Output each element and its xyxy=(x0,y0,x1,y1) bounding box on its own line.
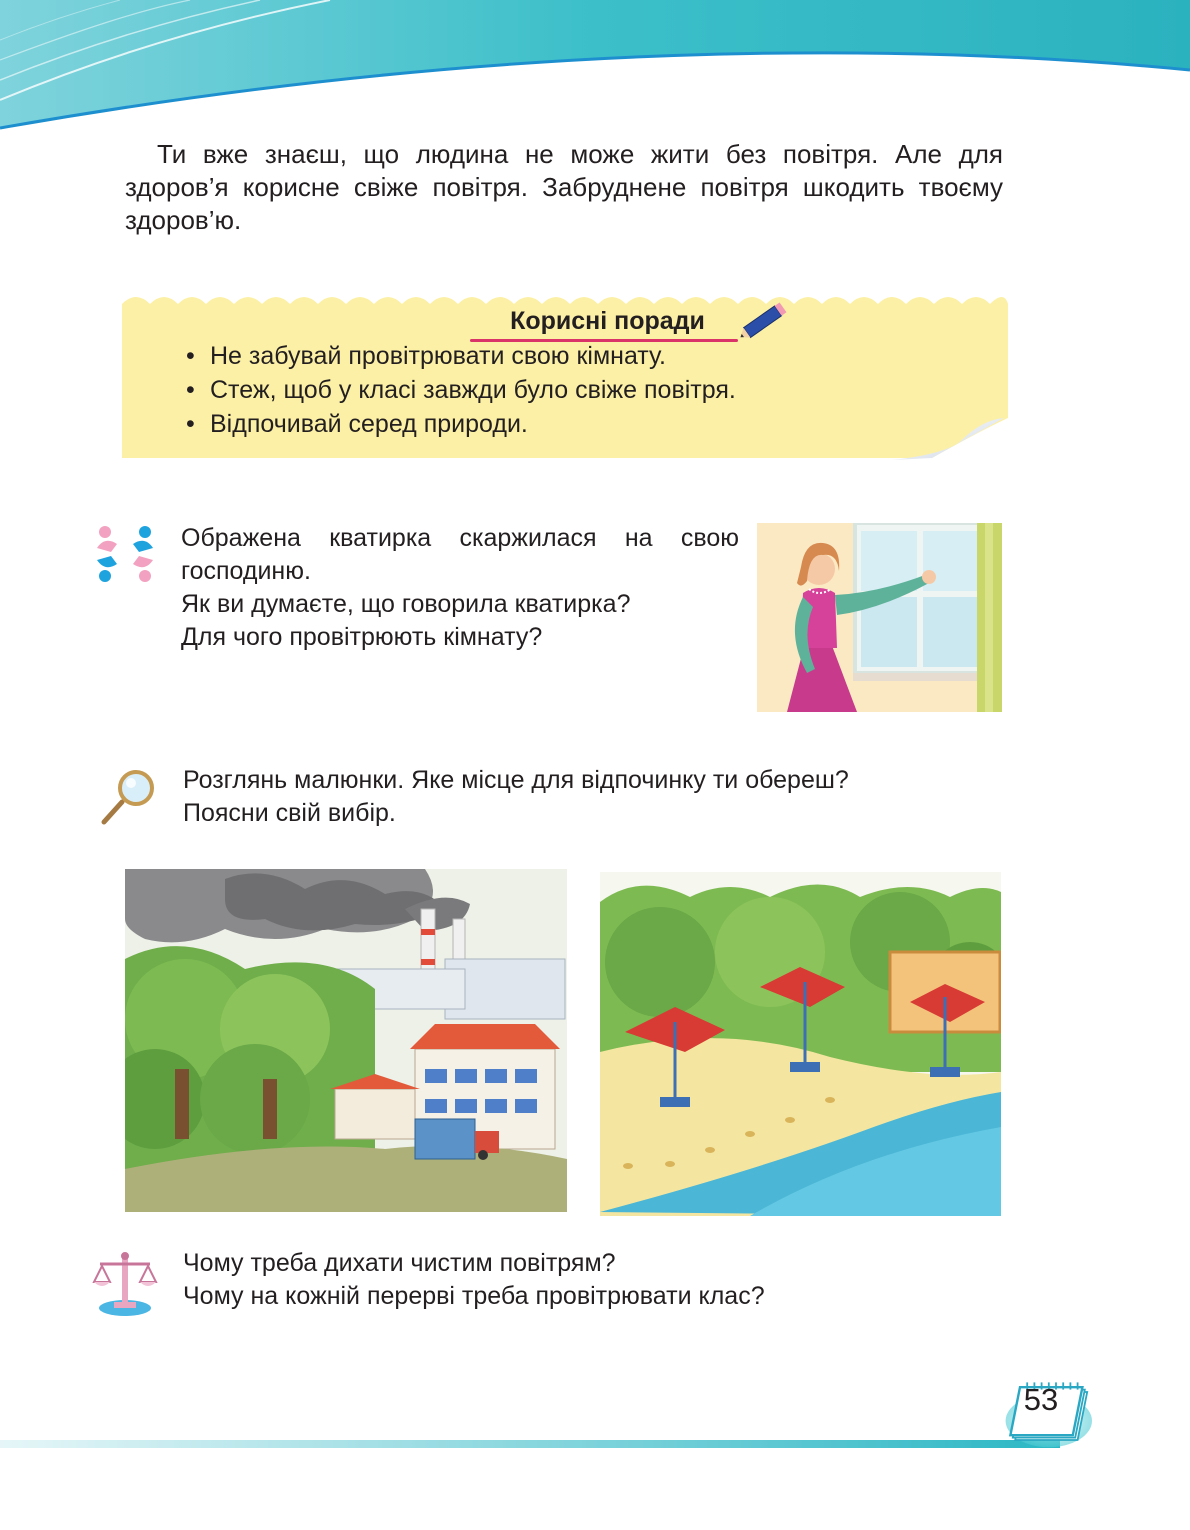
tip-item: • Відпочивай серед природи. xyxy=(186,407,736,441)
observe-task-line: Поясни свій вибір. xyxy=(183,799,396,827)
header-wave-band xyxy=(0,0,1190,135)
group-task-line: Для чого провітрюють кімнату? xyxy=(181,623,543,651)
scales-icon xyxy=(92,1248,158,1318)
observe-task-line: Розглянь малюнки. Яке місце для відпочинку ти обереш? xyxy=(183,766,849,794)
tips-list xyxy=(186,339,736,441)
group-work-icon xyxy=(93,522,157,586)
think-task-text xyxy=(183,1247,983,1313)
think-task-line: Чому треба дихати чистим повітрям? xyxy=(183,1249,616,1277)
magnifier-icon xyxy=(100,768,160,828)
intro-paragraph: Ти вже знаєш, що людина не може жити без повітря. Але для здоров’я корисне свіже повітря. Забруднене повітря шкодить твоєму здоров’ю. xyxy=(125,139,1003,235)
group-task-text xyxy=(181,522,739,654)
think-task-line: Чому на кожній перерві треба провітрювати клас? xyxy=(183,1282,765,1310)
clean-beach-illustration xyxy=(600,872,1001,1216)
tip-item: • Стеж, щоб у класі завжди було свіже повітря. xyxy=(186,373,736,407)
observe-task-text xyxy=(183,764,983,830)
polluted-city-illustration xyxy=(125,869,567,1212)
woman-opening-window-illustration xyxy=(757,523,1002,712)
pencil-icon xyxy=(735,296,795,344)
page-number: 53 xyxy=(1023,1382,1059,1417)
group-task-line: Як ви думаєте, що говорила кватирка? xyxy=(181,590,631,618)
footer-line xyxy=(0,1440,1060,1448)
tip-item: • Не забувай провітрювати свою кімнату. xyxy=(186,339,736,373)
group-task-line: господиню. xyxy=(181,557,311,585)
tips-title: Корисні поради xyxy=(510,307,705,335)
group-task-line: Ображена кватирка скаржилася на свою xyxy=(181,524,739,552)
